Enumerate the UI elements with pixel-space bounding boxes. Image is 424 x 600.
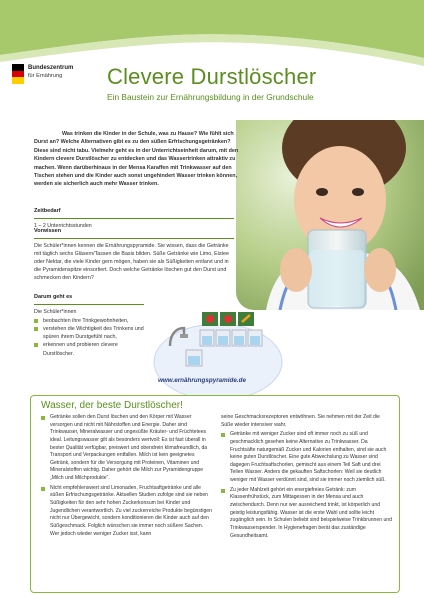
logo-name: Bundeszentrum: [28, 65, 74, 71]
continued-text: seine Geschmacksrezeptoren entwöhnen. Sie nehmen mit der Zeit die Süße wieder intensiver wahr.: [221, 414, 380, 428]
list-item: verstehen die Wichtigkeit des Trinkens und spüren ihrem Durstgefühl nach,: [34, 325, 144, 341]
list-item: beobachten ihre Trinkgewohnheiten,: [34, 317, 144, 325]
page-title: Clevere Durstlöscher: [107, 64, 317, 89]
intro-text: Was trinken die Kinder in der Schule, was zu Hause? Wie fühlt sich Durst an? Welche Alternativen gibt es zu den süßen Erfrischungsgetränken? Diese sind nicht tabu. Vielmehr geht es in der Unterrichtseinheit darum, mit den Kindern clevere Durstlöscher zu entdecken und das Wassertrinken attraktiv zu machen. Wenn darüberhinaus in der Mensa Karaffen mit Trinkwasser auf den Tischen stehen und die Kinder auch sonst ungehindert Wasser trinken können, werden sie sicherlich auch mehr Wasser trinken.: [34, 131, 239, 188]
vorwissen-heading: Vorwissen: [34, 228, 62, 234]
section-vorwissen: [34, 227, 234, 283]
info-box-left-column: [41, 414, 213, 540]
pyramid-link[interactable]: www.ernährungspyramide.de: [158, 377, 246, 384]
divider: [34, 218, 234, 219]
section-darum: [34, 293, 144, 358]
darum-list: [34, 317, 144, 358]
darum-lead: Die Schüler*innen: [34, 308, 77, 315]
list-item: erkennen und probieren clevere Durstlöscher.: [34, 341, 144, 357]
list-item: Nicht empfehlenswert sind Limonaden, Fruchtsaftgetränke und alle süßen Erfrischungsgetränke. Aktuellen Studien zufolge sind sie neben Süßigkeiten für den sehr hohen Zuckerkonsum bei Kinder und Jugendlichen verantwortlich. Zu viel zuckerreiche Produkte begünstigen nicht nur Übergewicht, sondern konditionieren die Kinder auch auf den Süßgeschmack. Folglich wünschen sie immer noch süßere Sachen. Wer jedoch wieder weniger Zucker isst, kann: [41, 485, 213, 538]
darum-heading: Darum geht es: [34, 294, 73, 300]
divider: [34, 304, 144, 305]
zeitbedarf-heading: Zeitbedarf: [34, 208, 61, 214]
bzfe-logo: [12, 62, 92, 92]
logo-subname: für Ernährung: [28, 73, 63, 79]
divider: [34, 238, 234, 239]
german-flag-icon: [12, 64, 24, 84]
list-item: Zu jeder Mahlzeit gehört ein energiefreies Getränk: zum Klassenfrühstück, zum Mittagessen in der Mensa und auch zwischendurch. Denn nur wer ausreichend trinkt, ist körperlich und geistig leistungsfähig. Wasser ist die erste Wahl und sollte leicht zugänglich sein. In Schulen beliebt sind beispielweise Trinkbrunnen und Trinkwasserspender. In Hygienefragen berät das zuständige Gesundheitsamt.: [221, 487, 393, 540]
info-box-title: Wasser, der beste Durstlöscher!: [41, 400, 183, 411]
info-box: [30, 395, 400, 593]
list-item: Getränke mit weniger Zucker sind oft immer noch zu süß und geschmacklich gesehen keine Alternative zu Trinkwasser. Da Fruchtsäfte naturgemäß Zucker und Kalorien enthalten, sind sie auch keine guten Durstlöscher. Eine gute Abwechslung zu Wasser sind dagegen Fruchtsaftschorlen, gemischt aus einem Teil Saft und drei Teilen Wasser. Anders die gekauften Saftschorlen: Weil sie deutlich weniger mit Wasser verdünnt sind, sind sie immer noch ziemlich süß.: [221, 431, 393, 484]
zeitbedarf-text: 1 – 2 Unterrichtsstunden: [34, 222, 92, 229]
info-box-right-column: [221, 414, 393, 542]
page-subtitle: Ein Baustein zur Ernährungsbildung in der Grundschule: [107, 92, 314, 102]
list-item: Getränke sollen den Durst löschen und den Körper mit Wasser versorgen und nicht mit Nährstoffen und Energie. Daher sind Trinkwasser, Mineralwasser und ungesüßte Kräuter- und Früchtetees ideal. Leitungswasser gilt als besonders wertvoll: Es ist fast überall in bester Qualität verfügbar, preiswert und obendrein klimafreundlich, da Transport und Verpackungen entfallen. Milch ist kein geeignetes Getränk, sondern für die Versorgung mit Proteinen, Vitaminen und Mineralstoffen wichtig. Daher gehört die Milch zur Pyramidengruppe „Milch und Milchprodukte“.: [41, 414, 213, 483]
vorwissen-text: Die Schüler*innen kennen die Ernährungspyramide. Sie wissen, dass die Getränke mit täglich sechs Gläsern/Tassen die Basis bilden. Süße Getränke wie Limo, Eistee oder Nektar, die viele Kinder gern mögen, haben sie als Süßigkeiten entlarvt und in die Pyramidenspitze einsortiert. Doch welche Getränke löschen gut den Durst und schmecken den Kindern?: [34, 242, 229, 282]
child-drinking-water-photo: [236, 120, 424, 310]
